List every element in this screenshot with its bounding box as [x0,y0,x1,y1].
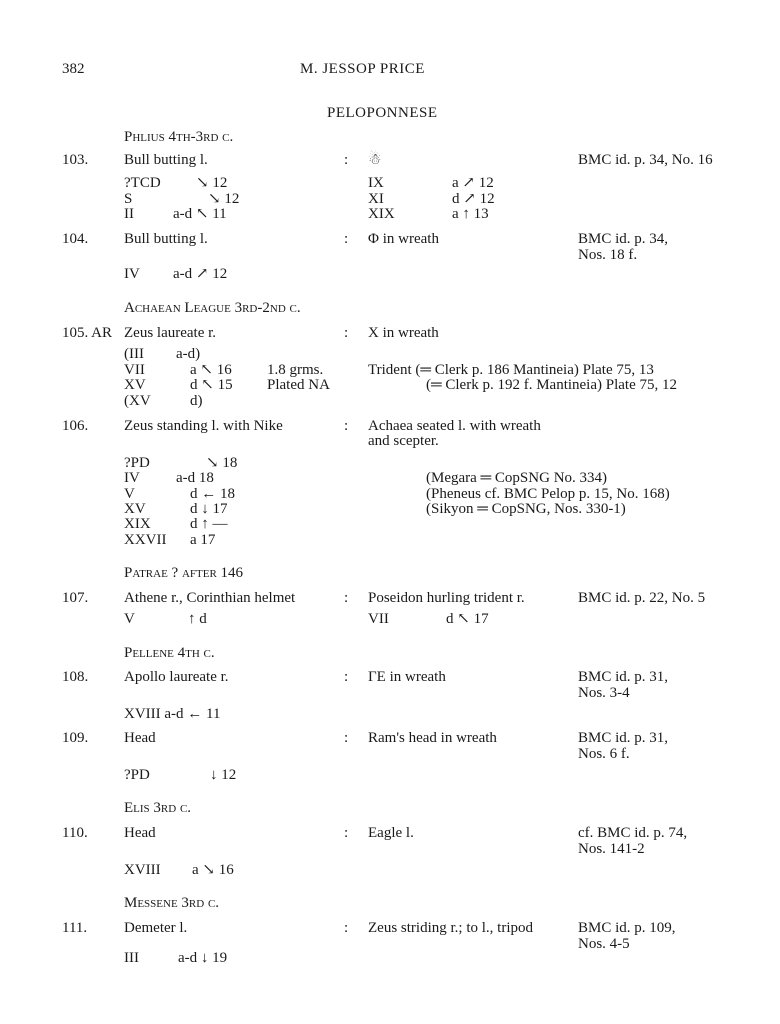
obverse: Bull butting l. [124,152,208,168]
specimen-data: XVIII a-d ← 11 [124,706,221,722]
specimen-data: d ↖ 15 [190,377,233,393]
section-title: PELOPONNESE [327,105,438,121]
entry-number: 106. [62,418,89,434]
region-heading: Patrae ? after 146 [124,565,244,581]
specimen-data: d) [190,393,203,409]
region-heading: Achaean League 3rd-2nd c. [124,300,301,316]
specimen-data: a-d) [176,346,201,362]
specimen-data: d ↗ 12 [452,191,495,207]
page-number: 382 [62,61,85,77]
obverse: Bull butting l. [124,231,208,247]
reference: BMC id. p. 31, [578,730,669,746]
reference: Nos. 18 f. [578,247,638,263]
specimen-id: XIX [124,516,151,532]
specimen-id: XIX [368,206,395,222]
specimen-id: S [124,191,133,207]
separator: : [344,590,349,606]
specimen-data: a-d 18 [176,470,214,486]
specimen-id: (XV [124,393,151,409]
reverse: ΓE in wreath [368,669,446,685]
note: (═ Clerk p. 192 f. Mantineia) Plate 75, 12 [426,377,677,393]
specimen-data: ↘ 12 [208,191,240,207]
region-heading: Pellene 4th c. [124,645,215,661]
separator: : [344,920,349,936]
specimen-data: ↑ d [188,611,207,627]
specimen-id: III [124,950,139,966]
specimen-id: (III [124,346,144,362]
obverse: Zeus laureate r. [124,325,217,341]
specimen-data: a-d ↗ 12 [173,266,228,282]
entry-number: 108. [62,669,89,685]
specimen-data: a ↗ 12 [452,175,494,191]
obverse: Athene r., Corinthian helmet [124,590,296,606]
reverse: Φ in wreath [368,231,439,247]
reverse: Achaea seated l. with wreath [368,418,541,434]
specimen-id: VII [368,611,389,627]
note: (Sikyon ═ CopSNG, Nos. 330-1) [426,501,626,517]
separator: : [344,669,349,685]
entry-number: 103. [62,152,89,168]
entry-number: 107. [62,590,89,606]
note: (Megara ═ CopSNG No. 334) [426,470,608,486]
reference: Nos. 141-2 [578,841,645,857]
separator: : [344,325,349,341]
reverse: Χ in wreath [368,325,439,341]
reference: Nos. 6 f. [578,746,630,762]
separator: : [344,418,349,434]
specimen-data: ↓ 12 [210,767,237,783]
specimen-id: ?PD [124,455,150,471]
specimen-data: a-d ↖ 11 [173,206,227,222]
specimen-id: XI [368,191,384,207]
specimen-data: d ↖ 17 [446,611,489,627]
monogram-icon: ☃ [368,152,382,168]
note: (Pheneus cf. BMC Pelop p. 15, No. 168) [426,486,670,502]
obverse: Head [124,730,156,746]
region-heading: Elis 3rd c. [124,800,192,816]
reference: Nos. 3-4 [578,685,630,701]
specimen-id: ?TCD [124,175,161,191]
specimen-id: IV [124,470,140,486]
separator: : [344,825,349,841]
reverse: Poseidon hurling trident r. [368,590,525,606]
obverse: Demeter l. [124,920,188,936]
entry-number: 104. [62,231,89,247]
specimen-id: XV [124,377,146,393]
specimen-data: d ↓ 17 [190,501,228,517]
reference: BMC id. p. 109, [578,920,676,936]
region-heading: Phlius 4th-3rd c. [124,129,234,145]
specimen-id: VII [124,362,145,378]
entry-number: 109. [62,730,89,746]
note: Plated NA [267,377,330,393]
specimen-id: V [124,611,135,627]
reference: BMC id. p. 22, No. 5 [578,590,706,606]
specimen-data: a 17 [190,532,216,548]
specimen-data: a ↘ 16 [192,862,234,878]
region-heading: Messene 3rd c. [124,895,220,911]
running-head: M. JESSOP PRICE [300,61,425,77]
reverse: Ram's head in wreath [368,730,497,746]
specimen-id: XXVII [124,532,167,548]
obverse: Zeus standing l. with Nike [124,418,283,434]
specimen-id: XV [124,501,146,517]
specimen-id: ?PD [124,767,150,783]
reverse: and scepter. [368,433,439,449]
weight: 1.8 grms. [267,362,324,378]
reference: BMC id. p. 31, [578,669,669,685]
specimen-data: a ↖ 16 [190,362,232,378]
specimen-data: a-d ↓ 19 [178,950,228,966]
reference: Nos. 4-5 [578,936,630,952]
reference: BMC id. p. 34, [578,231,669,247]
separator: : [344,231,349,247]
specimen-id: II [124,206,134,222]
entry-number: 110. [62,825,88,841]
specimen-data: d ↑ — [190,516,228,532]
reference: BMC id. p. 34, No. 16 [578,152,713,168]
obverse: Head [124,825,156,841]
specimen-data: ↘ 12 [196,175,228,191]
specimen-data: d ← 18 [190,486,235,502]
note: Trident (═ Clerk p. 186 Mantineia) Plate 75, 13 [368,362,654,378]
reverse: Zeus striding r.; to l., tripod [368,920,533,936]
entry-number: 111. [62,920,88,936]
obverse: Apollo laureate r. [124,669,229,685]
specimen-id: IX [368,175,384,191]
specimen-id: XVIII [124,862,161,878]
separator: : [344,152,349,168]
specimen-data: a ↑ 13 [452,206,489,222]
entry-number: 105. AR [62,325,113,341]
separator: : [344,730,349,746]
specimen-id: V [124,486,135,502]
reverse: Eagle l. [368,825,414,841]
specimen-data: ↘ 18 [206,455,238,471]
reference: cf. BMC id. p. 74, [578,825,688,841]
specimen-id: IV [124,266,140,282]
